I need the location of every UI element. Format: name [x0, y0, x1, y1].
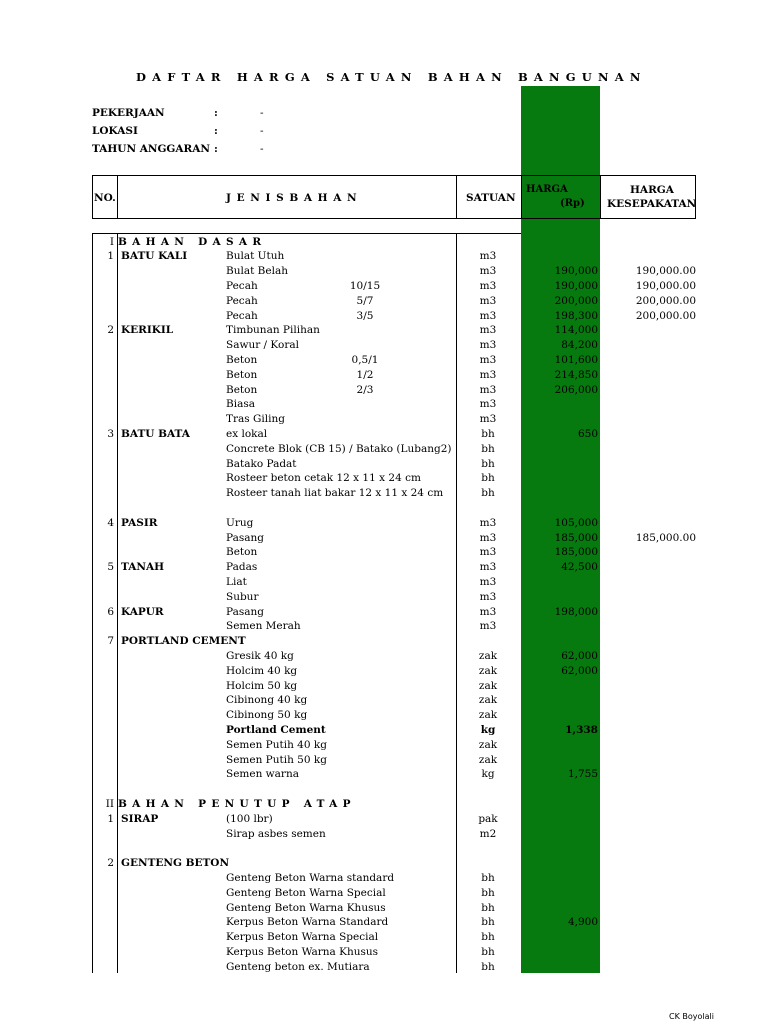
price-cell: 1,338: [565, 723, 598, 736]
header-harga-kesepakatan-2: KESEPAKATAN: [607, 198, 697, 210]
meta-label-pekerjaan: PEKERJAAN: [92, 107, 165, 119]
table-row: [0, 412, 768, 427]
material-item: (100 lbr): [226, 812, 273, 825]
table-row: [0, 738, 768, 753]
material-item: Genteng beton ex. Mutiara: [226, 960, 370, 973]
material-item: Pasang: [226, 531, 264, 544]
table-row: [0, 812, 768, 827]
table-row: [0, 471, 768, 486]
row-number: 6: [107, 605, 114, 618]
unit-cell: zak: [478, 679, 498, 692]
price-cell: 62,000: [561, 664, 598, 677]
material-group: PORTLAND CEMENT: [121, 635, 246, 648]
table-row: [0, 590, 768, 605]
row-number: I: [109, 235, 114, 248]
footer-label: CK Boyolali: [669, 1012, 714, 1021]
table-row: [0, 264, 768, 279]
table-row: [0, 427, 768, 442]
material-item: Pasang: [226, 605, 264, 618]
meta-value-tahun-anggaran: -: [260, 143, 264, 155]
unit-cell: bh: [481, 960, 495, 973]
row-number: 3: [107, 427, 114, 440]
page-title: DAFTAR HARGA SATUAN BAHAN BANGUNAN: [136, 70, 647, 84]
header-divider: [117, 175, 118, 219]
unit-cell: bh: [481, 931, 495, 944]
material-group: KERIKIL: [121, 324, 174, 337]
header-no: NO.: [94, 192, 116, 204]
table-row: [0, 856, 768, 871]
unit-cell: bh: [481, 457, 495, 470]
table-header: [92, 175, 696, 219]
table-row: [0, 560, 768, 575]
table-row: [0, 649, 768, 664]
table-row: [0, 397, 768, 412]
section-title: BAHAN DASAR: [118, 235, 267, 248]
price-cell: 206,000: [554, 383, 598, 396]
price-cell: 42,500: [561, 561, 598, 574]
table-row: [0, 353, 768, 368]
row-number: 1: [107, 250, 114, 263]
material-spec: 1/2: [356, 368, 374, 381]
material-item: Kerpus Beton Warna Standard: [226, 916, 389, 929]
material-item: Rosteer beton cetak 12 x 11 x 24 cm: [226, 472, 421, 485]
unit-cell: m3: [479, 368, 497, 381]
unit-cell: pak: [478, 812, 498, 825]
unit-cell: m3: [479, 279, 497, 292]
material-group: KAPUR: [121, 605, 164, 618]
unit-cell: m3: [479, 620, 497, 633]
unit-cell: m3: [479, 575, 497, 588]
unit-cell: m3: [479, 590, 497, 603]
row-number: 2: [107, 857, 114, 870]
table-row: [0, 723, 768, 738]
meta-colon: :: [214, 125, 218, 137]
table-row: [0, 782, 768, 797]
table-row: [0, 294, 768, 309]
table-row: [0, 457, 768, 472]
table-row: [0, 827, 768, 842]
unit-cell: bh: [481, 945, 495, 958]
row-number: 5: [107, 561, 114, 574]
row-number: 7: [107, 635, 114, 648]
header-divider: [456, 175, 457, 219]
material-item: Semen Merah: [226, 620, 301, 633]
unit-cell: m3: [479, 309, 497, 322]
unit-cell: m3: [479, 531, 497, 544]
material-item: Pecah: [226, 294, 258, 307]
material-item: Tras Giling: [226, 413, 285, 426]
table-row: [0, 901, 768, 916]
table-row: [0, 753, 768, 768]
header-satuan: SATUAN: [466, 192, 516, 204]
unit-cell: bh: [481, 487, 495, 500]
price-cell: 214,850: [554, 368, 598, 381]
table-row: [0, 886, 768, 901]
header-jenis-bahan: J E N I S B A H A N: [226, 192, 358, 204]
material-group: TANAH: [121, 561, 165, 574]
table-row: [0, 486, 768, 501]
price-cell: 62,000: [561, 649, 598, 662]
material-item: Sirap asbes semen: [226, 827, 326, 840]
agreed-price-cell: 200,000.00: [635, 294, 696, 307]
unit-cell: zak: [478, 738, 498, 751]
table-row: [0, 279, 768, 294]
table-row: [0, 634, 768, 649]
price-cell: 190,000: [554, 265, 598, 278]
material-item: Concrete Blok (CB 15) / Batako (Lubang2): [226, 442, 452, 455]
price-cell: 185,000: [554, 546, 598, 559]
table-row: [0, 605, 768, 620]
agreed-price-cell: 190,000.00: [635, 265, 696, 278]
price-cell: 198,000: [554, 605, 598, 618]
table-row: [0, 323, 768, 338]
table-row: [0, 945, 768, 960]
unit-cell: kg: [481, 768, 495, 781]
row-number: II: [105, 797, 114, 810]
header-divider: [600, 175, 601, 219]
unit-cell: bh: [481, 901, 495, 914]
material-group: SIRAP: [121, 812, 159, 825]
material-item: Semen warna: [226, 768, 299, 781]
material-item: Beton: [226, 546, 258, 559]
material-item: Semen Putih 40 kg: [226, 738, 327, 751]
material-item: Cibinong 40 kg: [226, 694, 308, 707]
material-item: Genteng Beton Warna Special: [226, 886, 386, 899]
material-item: Liat: [226, 575, 247, 588]
agreed-price-cell: 200,000.00: [635, 309, 696, 322]
meta-value-pekerjaan: -: [260, 107, 264, 119]
row-number: 2: [107, 324, 114, 337]
table-row: [0, 960, 768, 975]
material-item: Holcim 40 kg: [226, 664, 298, 677]
table-row: [0, 767, 768, 782]
material-group: BATU KALI: [121, 250, 188, 263]
material-item: Portland Cement: [226, 723, 326, 736]
unit-cell: m3: [479, 605, 497, 618]
header-harga-kesepakatan-1: HARGA: [630, 184, 674, 196]
price-cell: 84,200: [561, 339, 598, 352]
material-item: Sawur / Koral: [226, 339, 299, 352]
material-item: Subur: [226, 590, 259, 603]
material-spec: 2/3: [356, 383, 374, 396]
material-item: Genteng Beton Warna standard: [226, 871, 395, 884]
material-item: Beton: [226, 353, 258, 366]
material-item: Gresik 40 kg: [226, 649, 294, 662]
unit-cell: zak: [478, 694, 498, 707]
table-row: [0, 797, 768, 812]
unit-cell: bh: [481, 871, 495, 884]
table-row: [0, 841, 768, 856]
unit-cell: m3: [479, 561, 497, 574]
meta-label-tahun-anggaran: TAHUN ANGGARAN: [92, 143, 211, 155]
unit-cell: m3: [479, 546, 497, 559]
material-item: Biasa: [226, 398, 255, 411]
material-item: Bulat Belah: [226, 265, 288, 278]
unit-cell: bh: [481, 916, 495, 929]
material-item: Padas: [226, 561, 258, 574]
unit-cell: bh: [481, 427, 495, 440]
unit-cell: zak: [478, 649, 498, 662]
meta-colon: :: [214, 107, 218, 119]
row-number: 1: [107, 812, 114, 825]
material-item: Beton: [226, 383, 258, 396]
unit-cell: zak: [478, 709, 498, 722]
material-item: Holcim 50 kg: [226, 679, 298, 692]
material-item: Bulat Utuh: [226, 250, 285, 263]
unit-cell: m2: [479, 827, 497, 840]
table-row: [0, 383, 768, 398]
header-divider: [521, 175, 522, 219]
section-title: BAHAN PENUTUP ATAP: [118, 797, 356, 810]
header-harga-unit: (Rp): [560, 198, 585, 209]
unit-cell: m3: [479, 250, 497, 263]
material-group: BATU BATA: [121, 427, 190, 440]
table-row: [0, 338, 768, 353]
table-row: [0, 516, 768, 531]
material-spec: 10/15: [349, 279, 381, 292]
unit-cell: bh: [481, 472, 495, 485]
table-row: [0, 575, 768, 590]
table-row: [0, 309, 768, 324]
agreed-price-cell: 190,000.00: [635, 279, 696, 292]
unit-cell: m3: [479, 413, 497, 426]
table-row: [0, 501, 768, 516]
material-item: Pecah: [226, 309, 258, 322]
price-cell: 650: [577, 427, 598, 440]
table-row: [0, 871, 768, 886]
material-group: GENTENG BETON: [121, 857, 230, 870]
table-row: [0, 368, 768, 383]
price-cell: 1,755: [567, 768, 598, 781]
material-spec: 3/5: [356, 309, 374, 322]
price-cell: 185,000: [554, 531, 598, 544]
table-row: [0, 915, 768, 930]
material-item: Urug: [226, 516, 254, 529]
table-row: [0, 442, 768, 457]
table-row: [0, 249, 768, 264]
unit-cell: bh: [481, 442, 495, 455]
unit-cell: m3: [479, 294, 497, 307]
material-item: Genteng Beton Warna Khusus: [226, 901, 386, 914]
table-row: [0, 545, 768, 560]
meta-label-lokasi: LOKASI: [92, 125, 138, 137]
table-row: [0, 708, 768, 723]
table-row: [0, 235, 768, 250]
material-item: Semen Putih 50 kg: [226, 753, 327, 766]
header-harga: HARGA: [526, 184, 568, 195]
material-item: ex lokal: [226, 427, 268, 440]
unit-cell: zak: [478, 753, 498, 766]
unit-cell: m3: [479, 265, 497, 278]
table-row: [0, 679, 768, 694]
material-spec: 5/7: [356, 294, 374, 307]
material-item: Cibinong 50 kg: [226, 709, 308, 722]
price-cell: 200,000: [554, 294, 598, 307]
material-item: Kerpus Beton Warna Khusus: [226, 945, 379, 958]
table-row: [0, 693, 768, 708]
row-number: 4: [107, 516, 114, 529]
price-cell: 114,000: [554, 324, 598, 337]
unit-cell: m3: [479, 339, 497, 352]
price-cell: 190,000: [554, 279, 598, 292]
table-row: [0, 531, 768, 546]
material-item: Kerpus Beton Warna Special: [226, 931, 379, 944]
agreed-price-cell: 185,000.00: [635, 531, 696, 544]
unit-cell: kg: [480, 723, 496, 736]
unit-cell: bh: [481, 886, 495, 899]
material-spec: 0,5/1: [351, 353, 379, 366]
table-row: [0, 664, 768, 679]
table-row: [0, 619, 768, 634]
unit-cell: m3: [479, 398, 497, 411]
price-cell: 105,000: [554, 516, 598, 529]
material-item: Beton: [226, 368, 258, 381]
unit-cell: m3: [479, 324, 497, 337]
material-group: PASIR: [121, 516, 158, 529]
unit-cell: m3: [479, 353, 497, 366]
price-cell: 4,900: [567, 916, 598, 929]
price-cell: 198,300: [554, 309, 598, 322]
material-item: Batako Padat: [226, 457, 297, 470]
table-row: [0, 930, 768, 945]
meta-value-lokasi: -: [260, 125, 264, 137]
meta-colon: :: [214, 143, 218, 155]
unit-cell: m3: [479, 383, 497, 396]
unit-cell: m3: [479, 516, 497, 529]
price-cell: 101,600: [554, 353, 598, 366]
material-item: Timbunan Pilihan: [226, 324, 320, 337]
material-item: Rosteer tanah liat bakar 12 x 11 x 24 cm: [226, 487, 444, 500]
material-item: Pecah: [226, 279, 258, 292]
unit-cell: zak: [478, 664, 498, 677]
